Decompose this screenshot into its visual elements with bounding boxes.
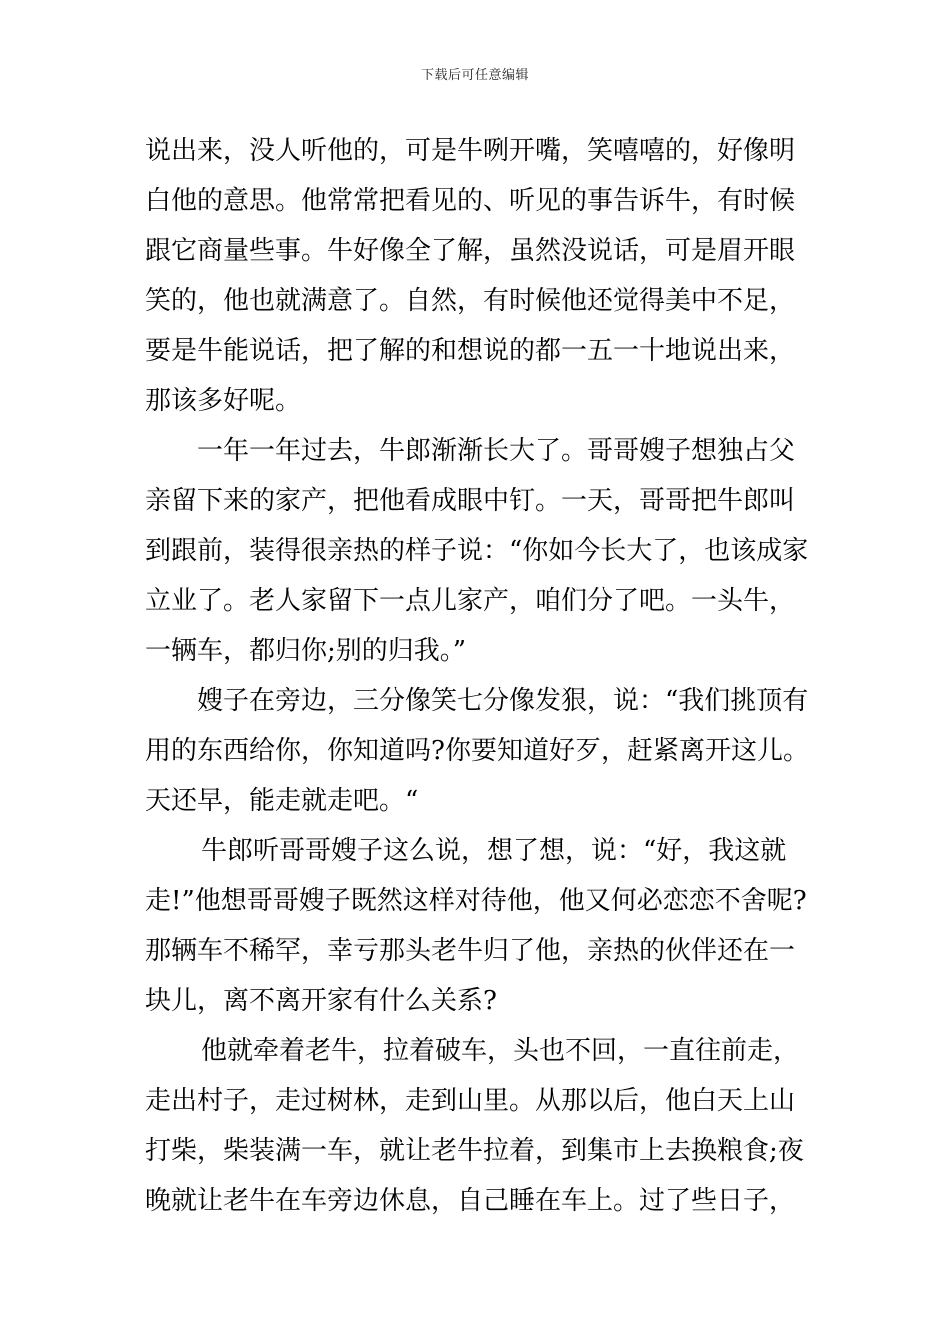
text-line: 那该多好呢。 <box>145 386 302 416</box>
text-line: 立业了。老人家留下一点儿家产，咱们分了吧。一头牛， <box>145 586 796 616</box>
paragraph-start-line: 一年一年过去，牛郎渐渐长大了。哥哥嫂子想独占父 <box>197 436 796 466</box>
text-line: 用的东西给你，你知道吗?你要知道好歹，赶紧离开这儿。 <box>145 736 809 766</box>
text-line: 到跟前，装得很亲热的样子说：“你如今长大了，也该成家 <box>145 536 809 566</box>
paragraph-start-line: 嫂子在旁边，三分像笑七分像发狠，说：“我们挑顶有 <box>197 686 809 716</box>
text-line: 笑的，他也就满意了。自然，有时候他还觉得美中不足， <box>145 286 796 316</box>
text-line: 一辆车，都归你;别的归我。” <box>145 636 467 666</box>
text-line: 白他的意思。他常常把看见的、听见的事告诉牛，有时候 <box>145 186 796 216</box>
body-text <box>145 126 810 1226</box>
text-line: 要是牛能说话，把了解的和想说的都一五一十地说出来， <box>145 336 796 366</box>
text-line: 晚就让老牛在车旁边休息，自己睡在车上。过了些日子， <box>145 1186 796 1216</box>
text-line: 块儿，离不离开家有什么关系? <box>145 986 497 1016</box>
text-line: 跟它商量些事。牛好像全了解，虽然没说话，可是眉开眼 <box>145 236 796 266</box>
text-line: 打柴，柴装满一车，就让老牛拉着，到集市上去换粮食;夜 <box>145 1136 804 1166</box>
paragraph-start-line: 他就牵着老牛，拉着破车，头也不回，一直往前走， <box>201 1036 800 1066</box>
text-line: 亲留下来的家产，把他看成眼中钉。一天，哥哥把牛郎叫 <box>145 486 796 516</box>
page-header: 下载后可任意编辑 <box>420 68 529 83</box>
text-line: 说出来，没人听他的，可是牛咧开嘴，笑嘻嘻的，好像明 <box>145 136 796 166</box>
text-line: 那辆车不稀罕，幸亏那头老牛归了他，亲热的伙伴还在一 <box>145 936 796 966</box>
paragraph-start-line: 牛郎听哥哥嫂子这么说，想了想，说：“好，我这就 <box>201 836 787 866</box>
text-line: 天还早，能走就走吧。“ <box>145 786 419 816</box>
text-line: 走!”他想哥哥嫂子既然这样对待他，他又何必恋恋不舍呢? <box>145 886 807 916</box>
text-line: 走出村子，走过树林，走到山里。从那以后，他白天上山 <box>145 1086 796 1116</box>
